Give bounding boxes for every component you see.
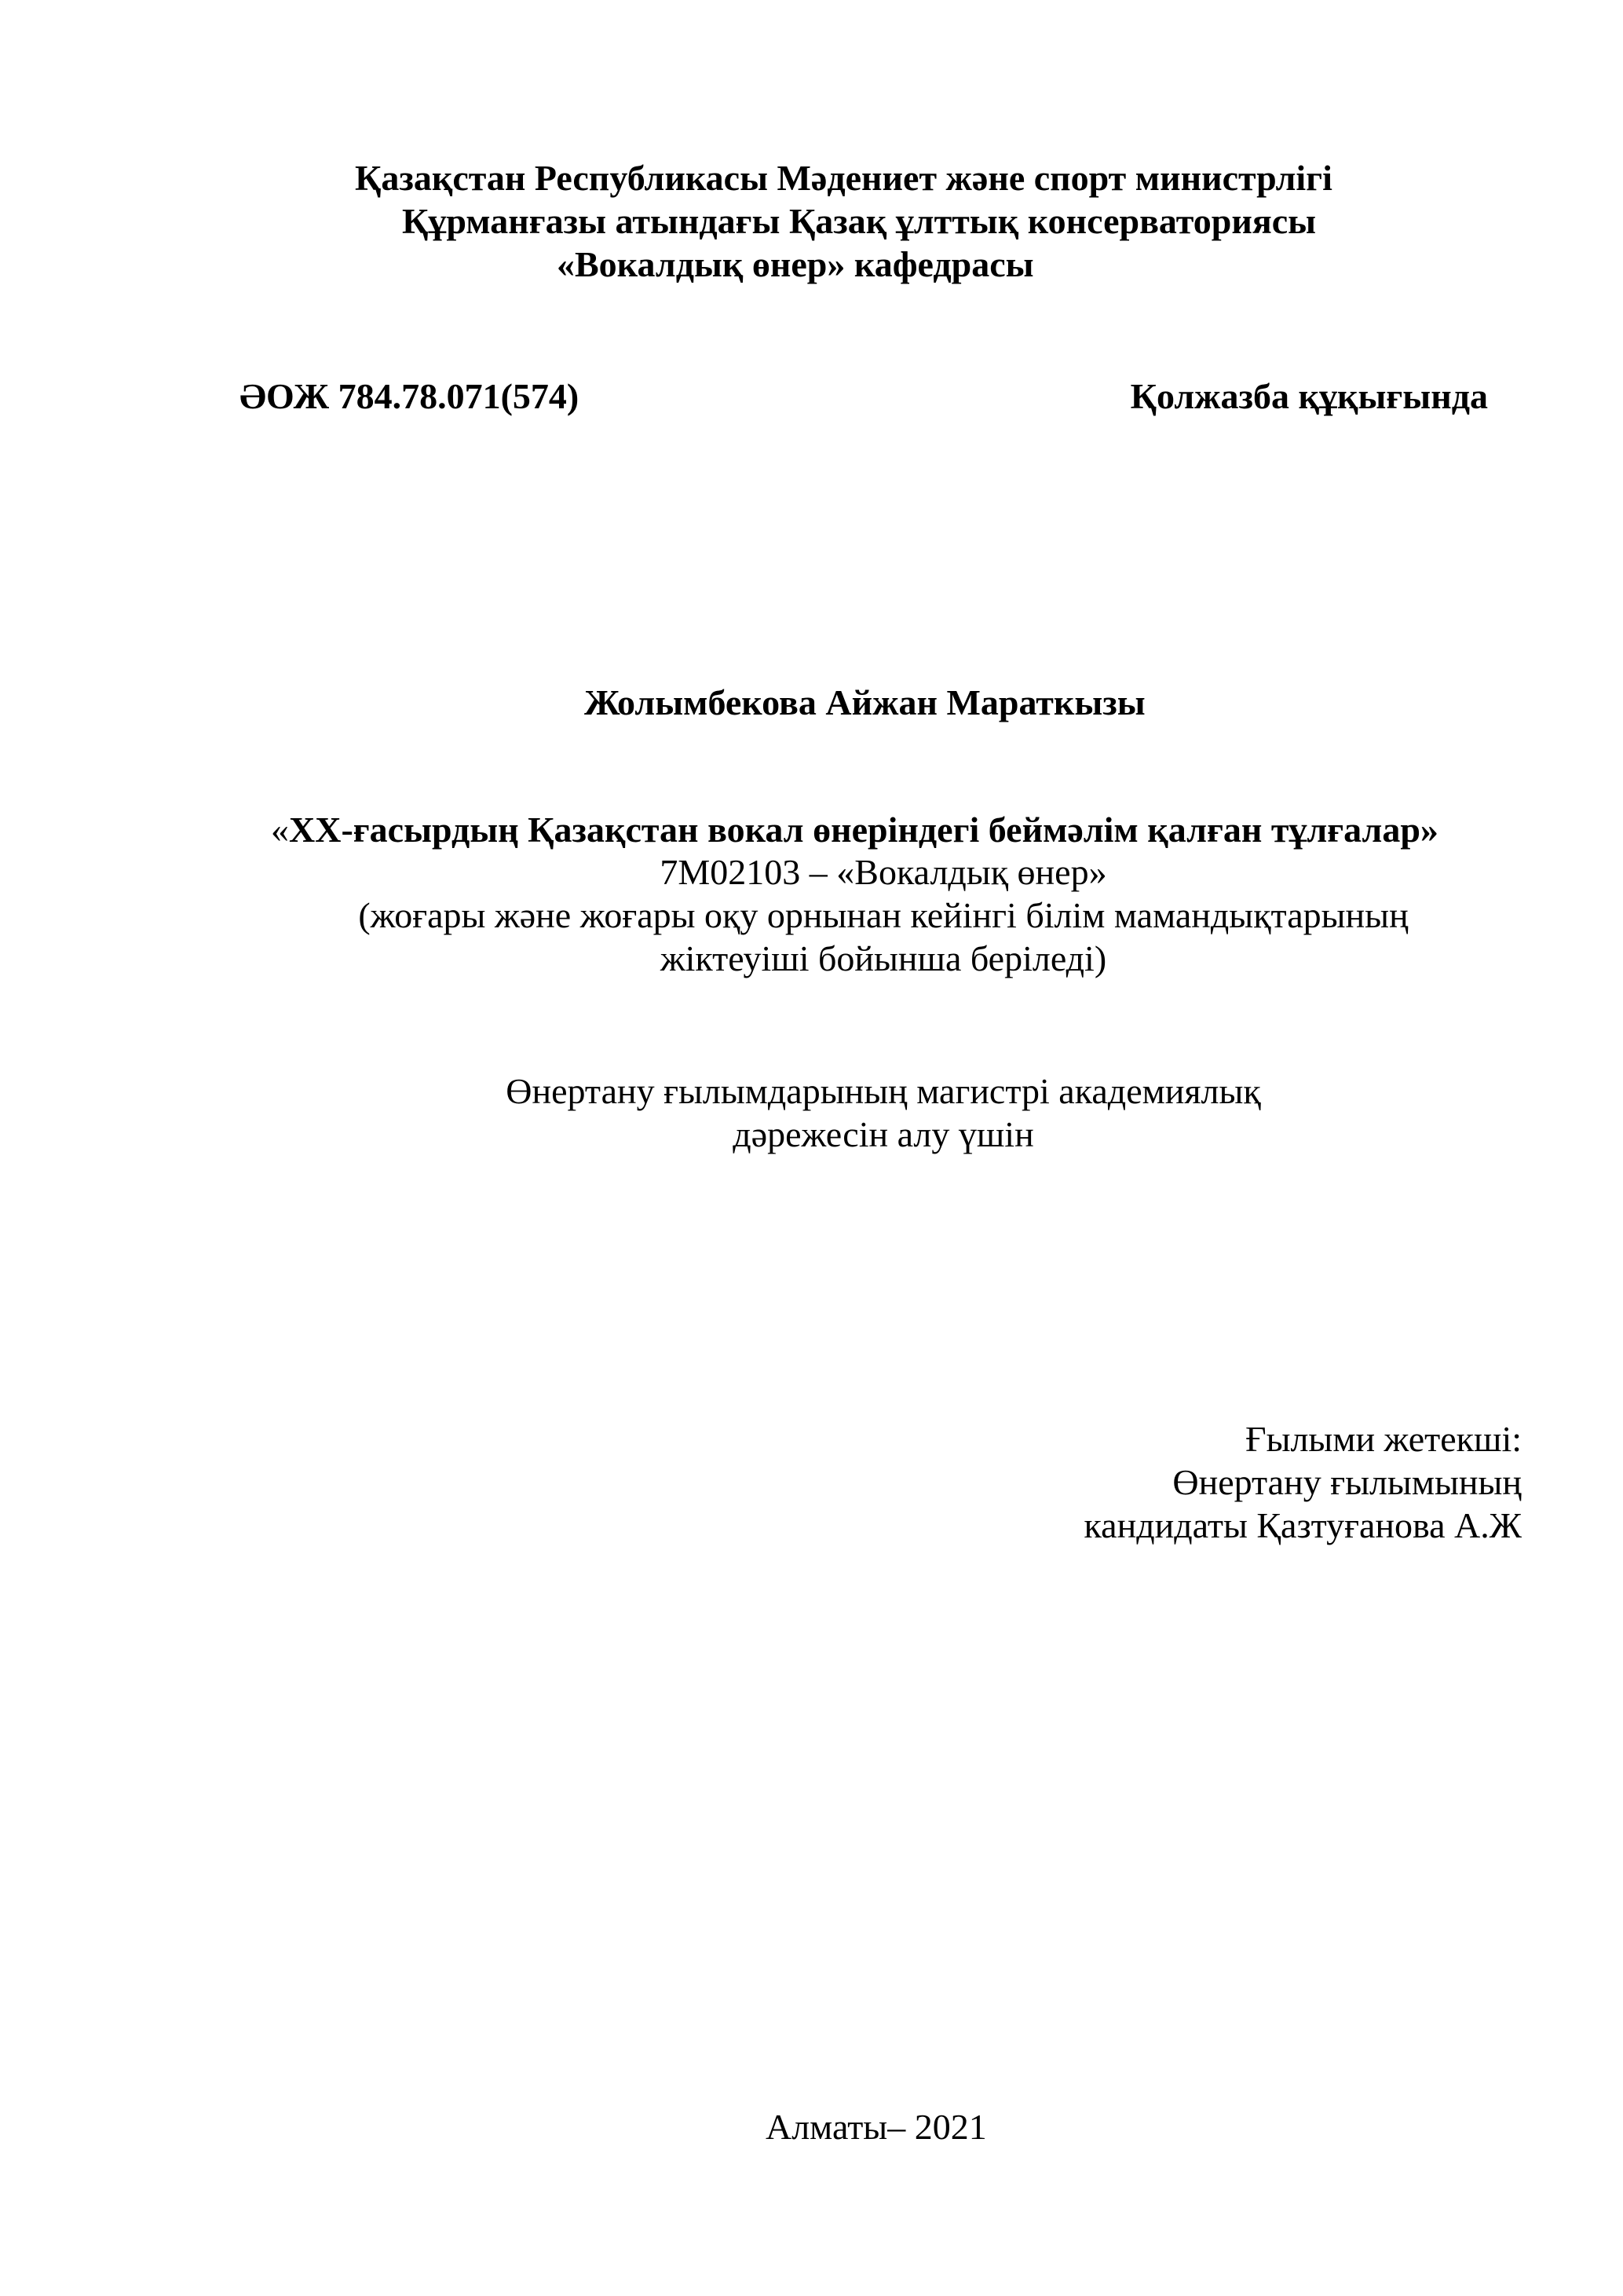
supervisor-title-line: Өнертану ғылымының	[1172, 1462, 1522, 1502]
department-name: «Вокалдық өнер» кафедрасы	[557, 244, 1034, 284]
classification-note-line2: жіктеуіші бойынша беріледі)	[660, 938, 1107, 978]
title-text: ХХ-ғасырдың Қазақстан вокал өнеріндегі беймәлім қалған тұлғалар»	[289, 810, 1438, 850]
manuscript-rights: Қолжазба құқығында	[1130, 376, 1488, 416]
udc-code: ӘОЖ 784.78.071(574)	[239, 376, 579, 416]
degree-line1: Өнертану ғылымдарының магистрі академиялық	[506, 1071, 1261, 1111]
classification-note-line1: (жоғары және жоғары оқу орнынан кейінгі білім мамандықтарының	[358, 895, 1409, 935]
author-name: Жолымбекова Айжан Мараткызы	[584, 682, 1146, 722]
ministry-name: Қазақстан Республикасы Мәдениет және спорт министрлігі	[355, 158, 1332, 198]
supervisor-label: Ғылыми жетекші:	[1245, 1419, 1522, 1459]
supervisor-name-line: кандидаты Қазтуғанова А.Ж	[1084, 1505, 1522, 1545]
thesis-title	[271, 809, 1438, 851]
city-year: Алматы– 2021	[766, 2107, 987, 2147]
specialty-code: 7М02103 – «Вокалдық өнер»	[660, 852, 1107, 892]
title-open-quote: «	[271, 810, 289, 850]
conservatory-name: Құрманғазы атындағы Қазақ ұлттық консерваториясы	[402, 201, 1317, 241]
degree-line2: дәрежесін алу үшін	[733, 1114, 1034, 1154]
